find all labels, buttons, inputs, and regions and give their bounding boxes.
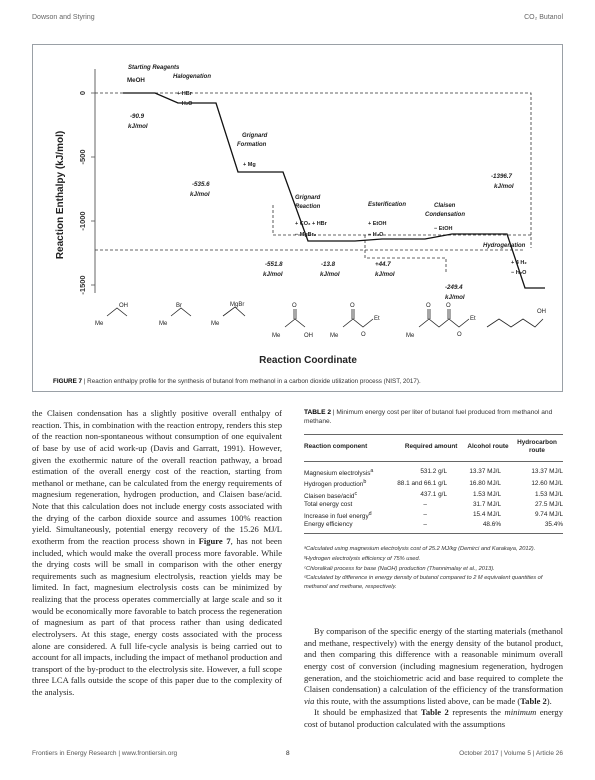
- structure-bromide: [159, 303, 191, 327]
- right-text-6: energy cost of butanol production calculated with the assumptions: [304, 707, 563, 729]
- grignard-mgbr: MgBr: [230, 302, 245, 308]
- footer-journal[interactable]: Frontiers in Energy Research | www.frontiersin.org: [32, 750, 178, 757]
- grignard-reaction-unit: kJ/mol: [263, 271, 283, 278]
- claisen-title-2: Condensation: [425, 212, 465, 218]
- cell-alcohol: 31.7 MJ/L: [472, 501, 501, 509]
- claisen-remove: − EtOH: [434, 226, 453, 232]
- dashed-guides: [95, 93, 531, 273]
- table-2: [304, 434, 563, 534]
- acid-o: O: [292, 303, 297, 309]
- halogenation-unit: kJ/mol: [128, 123, 148, 130]
- right-text-3: ).: [546, 695, 552, 706]
- grignard-formation-add: + Mg: [243, 162, 256, 168]
- table-row: [304, 490, 563, 501]
- cell-component: Magnesium electrolysis: [304, 469, 371, 477]
- esterification-title: Esterification: [368, 202, 407, 208]
- page-number: 8: [286, 750, 290, 757]
- right-text-1: By comparison of the specific energy of the starting materials (methanol and methane, respectively) with the energy density of the butanol product, and then comparing this difference with a reasonable minimum overall energy cost of conversion (including magnesium regeneration, hydrogen generation, and the stoichiometric acid and base required to complete the Claisen condensation) a calculation of the efficiency of the transformation: [304, 626, 563, 695]
- aceto-o-2: O: [446, 303, 451, 309]
- cell-component: Claisen base/acid: [304, 492, 355, 500]
- esterification-unit: kJ/mol: [320, 271, 340, 278]
- grignard-reaction-value: -551.8: [265, 261, 283, 268]
- cell-component: Energy efficiency: [304, 521, 353, 529]
- y-tick-0: 0: [78, 90, 87, 96]
- esterification-add: + EtOH: [368, 221, 387, 227]
- structure-butanol: [487, 309, 546, 327]
- cell-hydrocarbon: 27.5 MJ/L: [534, 501, 563, 509]
- right-column: [304, 408, 563, 729]
- structure-grignard: [211, 302, 245, 327]
- running-head-title: CO₂ Butanol: [524, 14, 563, 21]
- aceto-me: Me: [406, 333, 415, 339]
- structure-acetic-acid: [272, 303, 313, 339]
- y-axis: [55, 69, 95, 295]
- enthalpy-diagram: [33, 45, 564, 375]
- cell-hydrocarbon: 35.4%: [544, 521, 563, 529]
- table-2-ref[interactable]: Table 2: [520, 695, 547, 706]
- claisen-unit: kJ/mol: [375, 271, 395, 278]
- cell-component: Total energy cost: [304, 501, 353, 509]
- cell-amount: 531.2 g/L: [420, 468, 447, 476]
- hydrogenation-add: + 4 H₂: [511, 260, 527, 266]
- right-text-4: It should be emphasized that: [314, 707, 421, 718]
- cell-hydrocarbon: 13.37 MJ/L: [531, 468, 563, 476]
- x-axis-label: Reaction Coordinate: [259, 355, 357, 366]
- cell-alcohol: 16.80 MJ/L: [469, 479, 501, 487]
- hydrogenation-title: Hydrogenation: [483, 243, 526, 249]
- cell-component: Hydrogen production: [304, 481, 364, 489]
- table-2-ref-2[interactable]: Table 2: [420, 707, 449, 718]
- starting-reagents-title: Starting Reagents: [128, 65, 180, 71]
- ester-et: Et: [374, 316, 380, 322]
- grignard-reaction-add: + CO₂ + HBr: [295, 221, 327, 227]
- header-alcohol: Alcohol route: [467, 443, 509, 451]
- butanol-oh: OH: [537, 309, 546, 315]
- step-value-249: -249.4: [445, 284, 463, 291]
- cell-amount: –: [423, 501, 427, 509]
- table-row: [304, 501, 563, 509]
- y-tick-1000: -1000: [78, 211, 87, 231]
- structure-methanol: [95, 303, 128, 327]
- footnote-d: ᵈCalculated by difference in energy density of butanol compared to 2 M equivalent quantities of methanol and methane, respectively.: [304, 575, 543, 590]
- aceto-o-link: O: [457, 332, 462, 338]
- footnote-b: ᵇHydrogen electrolysis efficiency of 75% used.: [304, 555, 421, 562]
- cell-amount: –: [423, 511, 427, 519]
- grignard-formation-title-1: Grignard: [242, 133, 268, 139]
- running-head: [32, 14, 563, 26]
- cell-sup: d: [368, 510, 372, 517]
- cell-hydrocarbon: 9.74 MJ/L: [534, 511, 563, 519]
- left-paragraph: [32, 408, 282, 699]
- figure-7-ref[interactable]: Figure 7: [198, 535, 231, 546]
- table-2-caption: [304, 408, 563, 426]
- cell-amount: 88.1 and 66.1 g/L: [397, 479, 447, 487]
- ester-me: Me: [330, 333, 339, 339]
- table-header-row: [304, 435, 563, 462]
- y-axis-label: Reaction Enthalpy (kJ/mol): [55, 130, 66, 260]
- grignard-formation-unit: kJ/mol: [190, 191, 210, 198]
- halogenation-title: Halogenation: [173, 74, 212, 80]
- aceto-et: Et: [470, 316, 476, 322]
- bromide-br: Br: [176, 303, 182, 309]
- header-component: Reaction component: [304, 443, 368, 451]
- header-hydrocarbon: Hydrocarbon route: [517, 439, 557, 455]
- cell-sup: c: [354, 490, 358, 497]
- footer-issue: October 2017 | Volume 5 | Article 26: [459, 750, 563, 757]
- right-paragraph-2: [304, 707, 563, 730]
- left-text-1: the Claisen condensation has a slightly positive overall enthalpy of reaction. This, in combination with the reaction entropy, renders this step of the reaction non-spontaneous without consumption of one equivalent of base by use of acid work-up (Davis and Garratt, 1991). However, given the exothermic nature of the overall reaction pathway, a broad estimation of the overall energy cost of the reaction, starting from methanol or methane, can be calculated from the energy requirements of magnesium regeneration, hydrogen production, and Claisen base/acid. Note that this calculation does not include energy costs associated with the drying of the carbon dioxide source and assumes 100% reaction yield. Simultaneously, potential energy recovery of the 15.26 MJ/L exotherm from the reaction process shown in: [32, 408, 282, 546]
- cell-amount: –: [423, 521, 427, 529]
- footnote-c: ᶜChloralkali process for base (NaOH) production (Thannimalay et al., 2013).: [304, 565, 495, 572]
- table-2-caption-text: | Minimum energy cost per liter of butanol fuel produced from methanol and methane.: [304, 409, 553, 425]
- hydrogenation-remove: − H₂O: [511, 270, 527, 276]
- running-head-authors: Dowson and Styring: [32, 14, 95, 21]
- step-labels: [127, 65, 527, 301]
- halogenation-add: + HBr: [177, 91, 192, 97]
- right-text-5: represents the: [448, 707, 505, 718]
- aceto-o-1: O: [426, 303, 431, 309]
- cell-alcohol: 13.37 MJ/L: [469, 468, 501, 476]
- figure-caption-text: | Reaction enthalpy profile for the synthesis of butanol from methanol in a carbon dioxide utilization process (NIST, 2017).: [82, 378, 421, 385]
- right-text-2: this route, with the assumptions listed above, can be made (: [314, 695, 521, 706]
- acid-me: Me: [272, 333, 281, 339]
- page-footer: [32, 750, 563, 760]
- esterification-value: -13.8: [321, 261, 336, 268]
- methanol-me: Me: [95, 321, 104, 327]
- grignard-reaction-title-2: Reaction: [295, 204, 321, 210]
- header-amount: Required amount: [404, 443, 458, 451]
- structure-ethyl-acetate: [330, 303, 380, 339]
- starting-formula: MeOH: [127, 77, 145, 84]
- table-row: [304, 478, 563, 489]
- cell-alcohol: 48.6%: [482, 521, 501, 529]
- minimum-italic: minimum: [504, 707, 537, 718]
- table-row: [304, 521, 563, 534]
- left-column: [32, 408, 282, 699]
- claisen-title-1: Claisen: [434, 203, 456, 209]
- energy-profile: [123, 93, 545, 288]
- halogenation-value: -90.9: [130, 113, 145, 120]
- grignard-formation-title-2: Formation: [237, 142, 267, 148]
- halogenation-remove: − H₂O: [177, 101, 193, 107]
- structure-acetoacetate: [406, 303, 476, 339]
- right-body: [304, 626, 563, 731]
- hydrogenation-unit: kJ/mol: [494, 183, 514, 190]
- footnote-a: ᵃCalculated using magnesium electrolysis cost of 25.2 MJ/kg (Demirci and Karakaya, 2012).: [304, 546, 536, 552]
- cell-sup: b: [363, 479, 367, 486]
- ester-o-top: O: [350, 303, 355, 309]
- right-paragraph-1: [304, 626, 563, 707]
- grignard-reaction-title-1: Grignard: [295, 195, 321, 201]
- figure-7: [32, 44, 563, 392]
- table-footnotes: [304, 545, 563, 592]
- figure-caption: [53, 378, 553, 385]
- cell-alcohol: 1.53 MJ/L: [472, 491, 501, 499]
- claisen-value: +44.7: [375, 261, 391, 268]
- cell-amount: 437.1 g/L: [420, 491, 447, 499]
- grignard-formation-value: -535.6: [192, 181, 210, 188]
- cell-alcohol: 15.4 MJ/L: [472, 511, 501, 519]
- table-row: [304, 510, 563, 521]
- esterification-remove: − H₂O: [368, 232, 384, 238]
- bromide-me: Me: [159, 321, 168, 327]
- structures-row: [95, 302, 546, 339]
- methanol-oh: OH: [119, 303, 128, 309]
- figure-caption-label: FIGURE 7: [53, 378, 83, 385]
- grignard-reaction-remove: − MgBr₂: [295, 232, 317, 238]
- table-row: [304, 461, 563, 478]
- ester-o-link: O: [361, 332, 366, 338]
- grignard-me: Me: [211, 321, 220, 327]
- table-2-label: TABLE 2: [304, 409, 331, 416]
- cell-component: Increase in fuel energy: [304, 512, 369, 520]
- cell-hydrocarbon: 12.60 MJ/L: [531, 479, 563, 487]
- y-tick-1500: -1500: [78, 275, 87, 295]
- via-italic: via: [304, 695, 315, 706]
- step-unit-249: kJ/mol: [445, 294, 465, 301]
- acid-oh: OH: [304, 333, 313, 339]
- y-tick-500: -500: [78, 149, 87, 165]
- cell-sup: a: [370, 467, 374, 474]
- cell-hydrocarbon: 1.53 MJ/L: [534, 491, 563, 499]
- hydrogenation-value: -1396.7: [491, 173, 512, 180]
- left-text-2: , has not been included, which would make the overall process more favorable. While the drying costs will be small in comparison with the other energy requirements such as magnesium electrolysis, reaction yields may be limited. In fact, magnesium electrolysis costs can be minimized by realizing that the process operates commercially at large scale and so it would be economically more favorable to batch process the regeneration of magnesium as part of that process rather than using dedicated electrolysers. At this stage, energy costs associated with the process alone are considered. A full life-cycle analysis is being carried out to account for all impacts, including the impact of methanol production and transport of the by-product to the electrolysis site. However, a full scope three LCA falls outside the scope of this paper due to the complexity of the analysis.: [32, 535, 282, 697]
